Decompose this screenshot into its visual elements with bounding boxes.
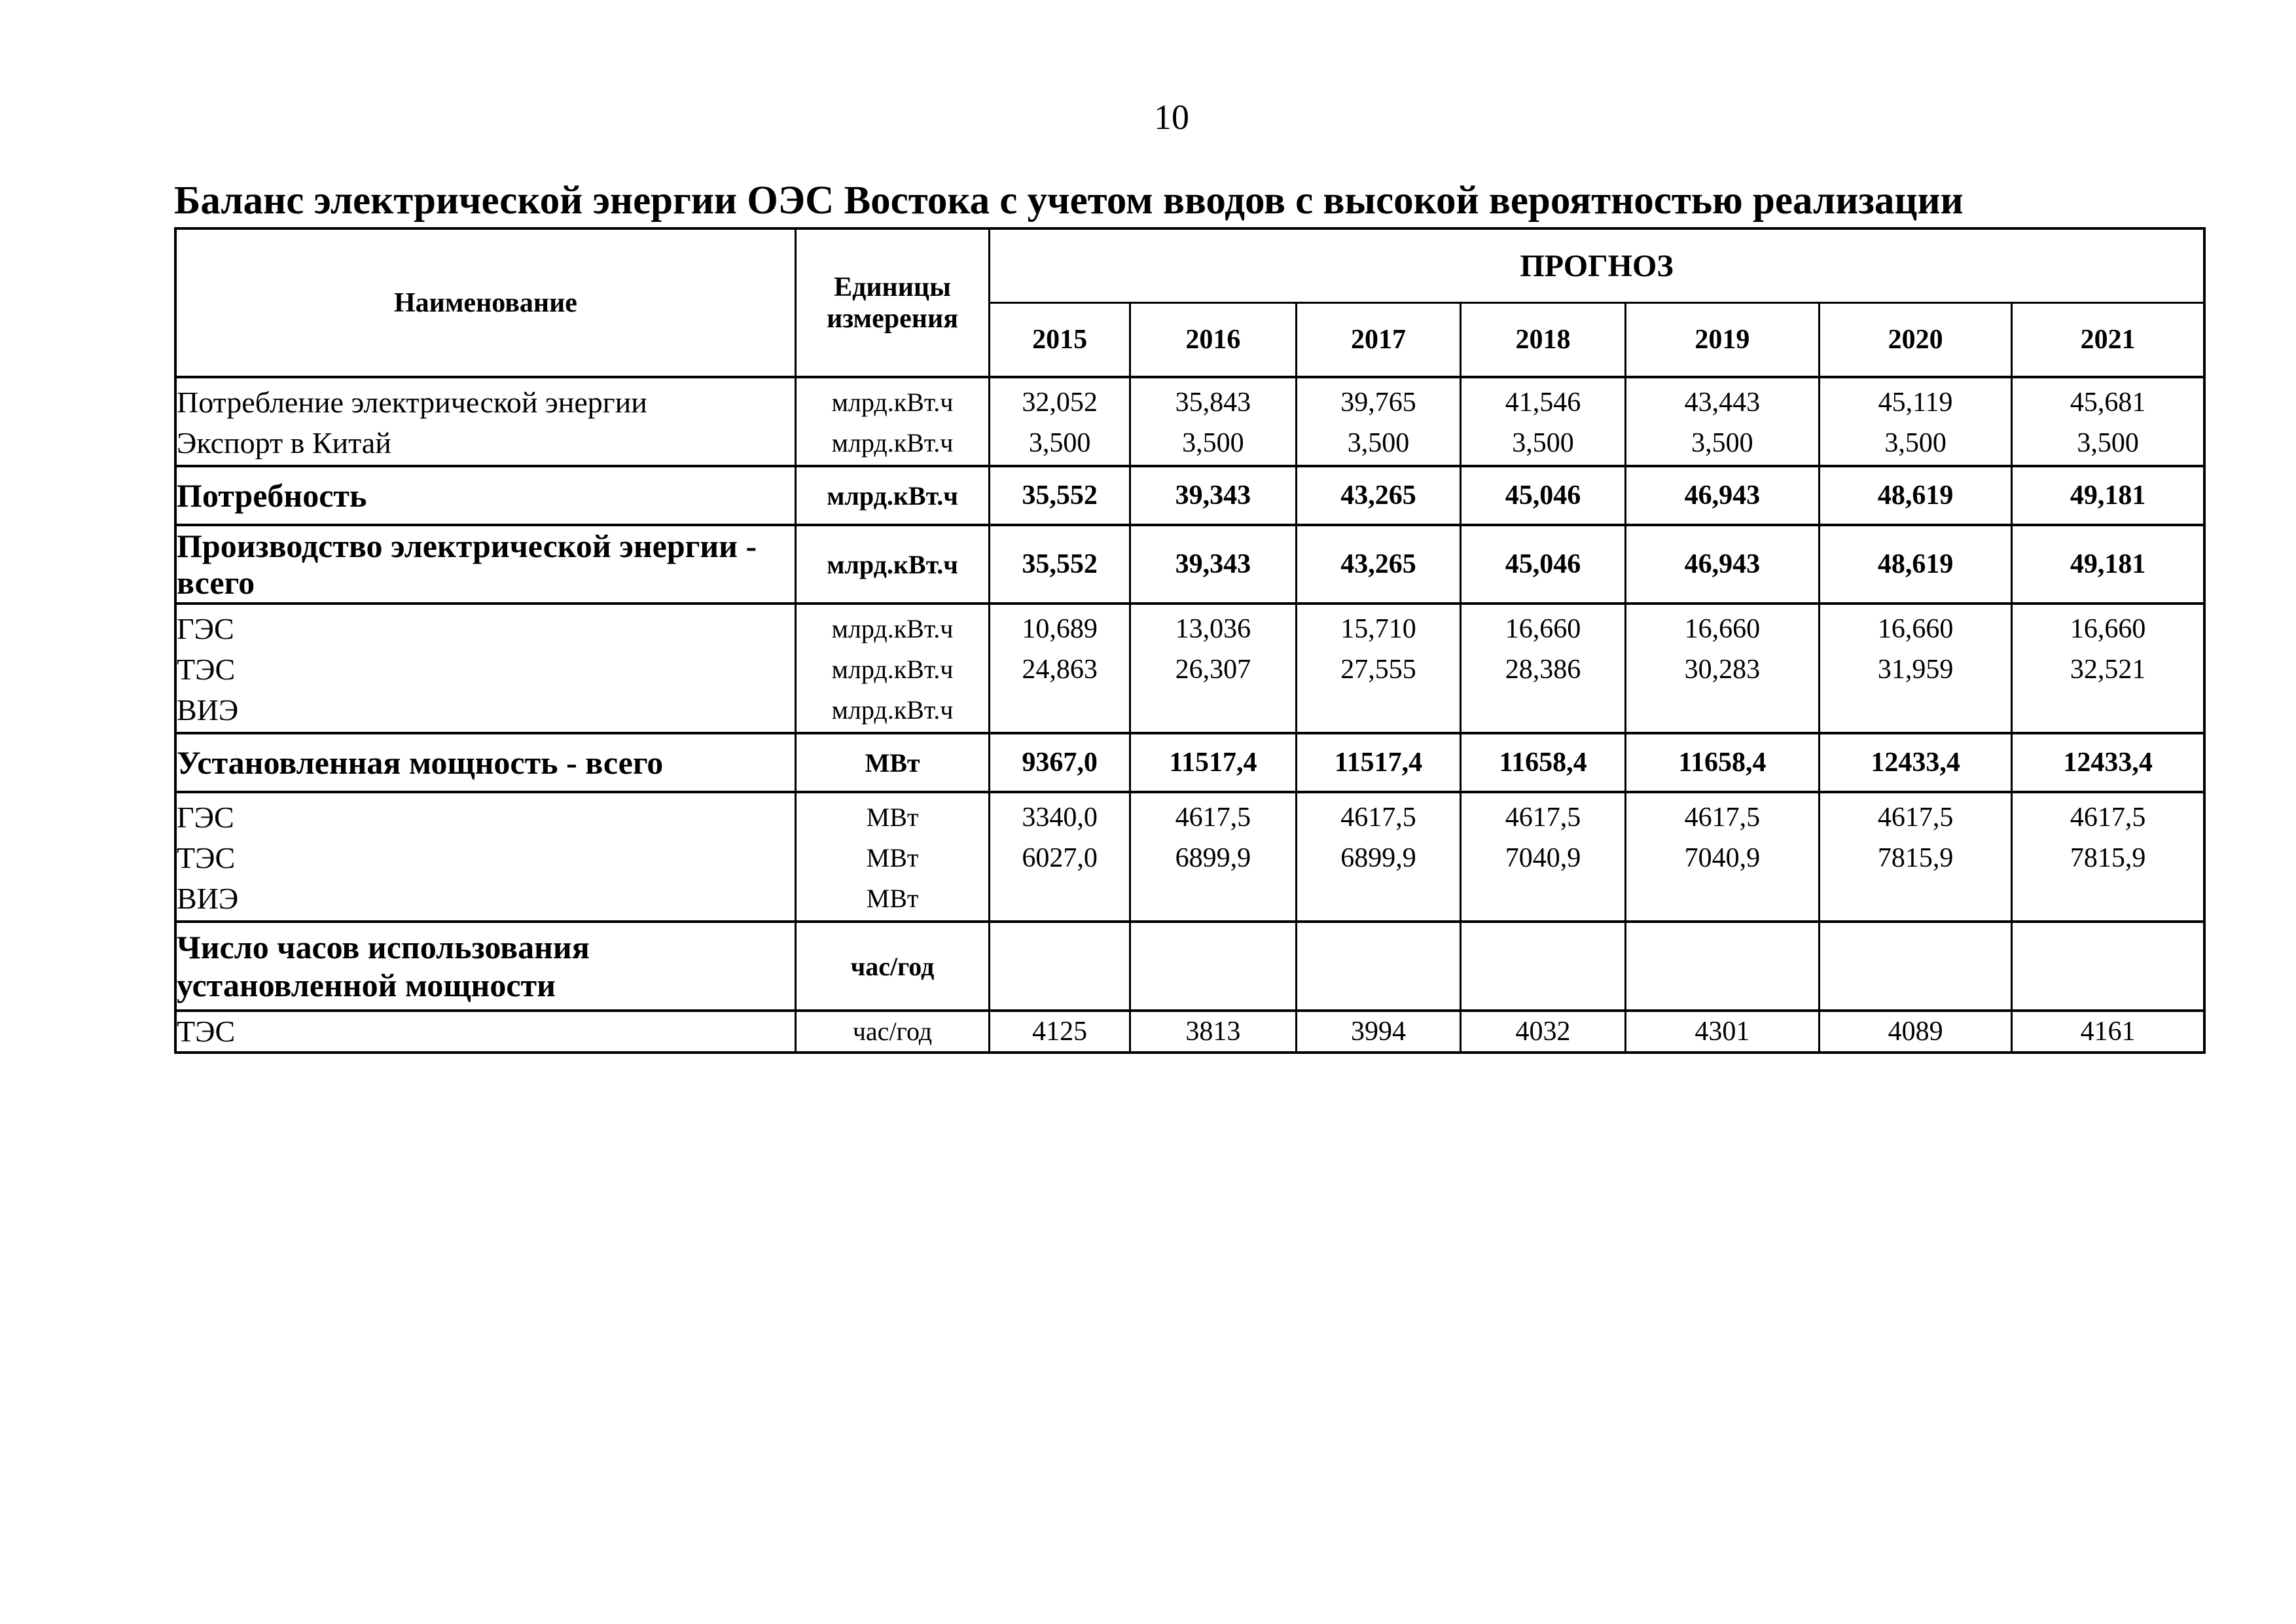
row-unit: млрд.кВт.ч <box>795 466 989 525</box>
row-value: 4617,5 <box>1461 792 1626 839</box>
table-row <box>175 691 2204 733</box>
row-value: 3,500 <box>2012 424 2204 466</box>
row-value: 6027,0 <box>990 839 1130 880</box>
row-value <box>1820 691 2012 733</box>
row-value: 3813 <box>1130 1011 1297 1053</box>
row-unit: млрд.кВт.ч <box>795 651 989 691</box>
row-value: 48,619 <box>1820 466 2012 525</box>
row-unit: млрд.кВт.ч <box>795 604 989 651</box>
row-value: 28,386 <box>1461 651 1626 691</box>
row-value: 35,552 <box>990 466 1130 525</box>
row-unit: МВт <box>795 792 989 839</box>
row-value: 3994 <box>1296 1011 1461 1053</box>
row-value: 6899,9 <box>1130 839 1297 880</box>
row-value: 39,343 <box>1130 466 1297 525</box>
row-value: 13,036 <box>1130 604 1297 651</box>
row-value: 4032 <box>1461 1011 1626 1053</box>
row-value: 46,943 <box>1625 525 1819 604</box>
header-year: 2019 <box>1625 303 1819 378</box>
row-value <box>1296 691 1461 733</box>
row-value: 7040,9 <box>1461 839 1626 880</box>
row-name: ГЭС <box>175 604 795 651</box>
header-year: 2018 <box>1461 303 1626 378</box>
row-name: ТЭС <box>175 1011 795 1053</box>
row-value <box>990 922 1130 1011</box>
row-value: 3340,0 <box>990 792 1130 839</box>
row-value <box>1461 691 1626 733</box>
row-value: 16,660 <box>1625 604 1819 651</box>
row-value: 12433,4 <box>1820 733 2012 792</box>
row-value: 27,555 <box>1296 651 1461 691</box>
row-value <box>1461 922 1626 1011</box>
row-name: ТЭС <box>175 839 795 880</box>
table-row <box>175 525 2204 604</box>
row-unit: час/год <box>795 922 989 1011</box>
row-value: 9367,0 <box>990 733 1130 792</box>
row-name: Потребление электрической энергии <box>175 377 795 424</box>
row-value: 45,681 <box>2012 377 2204 424</box>
row-value: 11517,4 <box>1130 733 1297 792</box>
row-value <box>1130 922 1297 1011</box>
row-value <box>1296 922 1461 1011</box>
table-row <box>175 880 2204 922</box>
energy-balance-table <box>174 227 2206 1054</box>
row-value: 4617,5 <box>1130 792 1297 839</box>
row-value: 3,500 <box>1461 424 1626 466</box>
row-value: 11658,4 <box>1625 733 1819 792</box>
row-value: 3,500 <box>1296 424 1461 466</box>
row-value: 31,959 <box>1820 651 2012 691</box>
row-value <box>1625 922 1819 1011</box>
row-value: 7040,9 <box>1625 839 1819 880</box>
row-unit: млрд.кВт.ч <box>795 377 989 424</box>
row-value: 49,181 <box>2012 466 2204 525</box>
row-value: 16,660 <box>2012 604 2204 651</box>
row-value: 12433,4 <box>2012 733 2204 792</box>
row-value <box>1820 880 2012 922</box>
row-value: 3,500 <box>990 424 1130 466</box>
row-value <box>990 691 1130 733</box>
row-value <box>990 880 1130 922</box>
header-unit: Единицы измерения <box>795 228 989 377</box>
row-value: 4617,5 <box>1820 792 2012 839</box>
page-number: 10 <box>1154 98 1189 137</box>
row-name: Установленная мощность - всего <box>175 733 795 792</box>
row-unit: МВт <box>795 839 989 880</box>
header-year: 2016 <box>1130 303 1297 378</box>
row-value: 45,119 <box>1820 377 2012 424</box>
row-value <box>2012 880 2204 922</box>
row-value: 45,046 <box>1461 525 1626 604</box>
table-row <box>175 1011 2204 1053</box>
row-value: 7815,9 <box>1820 839 2012 880</box>
row-value <box>2012 922 2204 1011</box>
document-title: Баланс электрической энергии ОЭС Востока с учетом вводов с высокой вероятностью реализации <box>174 179 1964 223</box>
row-value <box>1130 691 1297 733</box>
row-value: 4617,5 <box>1296 792 1461 839</box>
table-row <box>175 466 2204 525</box>
row-name: Производство электрической энергии - всего <box>175 525 795 604</box>
row-value: 35,552 <box>990 525 1130 604</box>
row-name: ВИЭ <box>175 880 795 922</box>
row-value: 43,443 <box>1625 377 1819 424</box>
row-name: Потребность <box>175 466 795 525</box>
row-value: 43,265 <box>1296 525 1461 604</box>
row-unit: МВт <box>795 733 989 792</box>
row-name: Число часов использования установленной мощности <box>175 922 795 1011</box>
row-value: 3,500 <box>1130 424 1297 466</box>
row-name: ГЭС <box>175 792 795 839</box>
row-value: 4301 <box>1625 1011 1819 1053</box>
table-row <box>175 792 2204 839</box>
row-value <box>1625 691 1819 733</box>
row-name: ВИЭ <box>175 691 795 733</box>
header-year: 2021 <box>2012 303 2204 378</box>
row-value: 43,265 <box>1296 466 1461 525</box>
row-value: 7815,9 <box>2012 839 2204 880</box>
row-value: 3,500 <box>1820 424 2012 466</box>
row-value <box>1820 922 2012 1011</box>
row-value: 16,660 <box>1461 604 1626 651</box>
table-row <box>175 839 2204 880</box>
table-row <box>175 604 2204 651</box>
row-value: 4617,5 <box>2012 792 2204 839</box>
row-unit: млрд.кВт.ч <box>795 525 989 604</box>
row-value <box>1296 880 1461 922</box>
table-row <box>175 922 2204 1011</box>
table-row <box>175 733 2204 792</box>
row-value: 32,052 <box>990 377 1130 424</box>
row-value: 4161 <box>2012 1011 2204 1053</box>
header-name: Наименование <box>175 228 795 377</box>
row-value <box>1130 880 1297 922</box>
row-value: 24,863 <box>990 651 1130 691</box>
row-value: 3,500 <box>1625 424 1819 466</box>
header-forecast: ПРОГНОЗ <box>990 228 2204 303</box>
row-value: 10,689 <box>990 604 1130 651</box>
row-value: 11517,4 <box>1296 733 1461 792</box>
row-value: 4089 <box>1820 1011 2012 1053</box>
row-value <box>1461 880 1626 922</box>
row-value: 4125 <box>990 1011 1130 1053</box>
row-unit: час/год <box>795 1011 989 1053</box>
row-value: 4617,5 <box>1625 792 1819 839</box>
row-value: 49,181 <box>2012 525 2204 604</box>
row-value: 35,843 <box>1130 377 1297 424</box>
row-value: 15,710 <box>1296 604 1461 651</box>
row-value: 30,283 <box>1625 651 1819 691</box>
row-value: 48,619 <box>1820 525 2012 604</box>
row-value: 26,307 <box>1130 651 1297 691</box>
header-year: 2015 <box>990 303 1130 378</box>
row-value: 45,046 <box>1461 466 1626 525</box>
row-value: 41,546 <box>1461 377 1626 424</box>
row-name: ТЭС <box>175 651 795 691</box>
row-value <box>1625 880 1819 922</box>
header-year: 2020 <box>1820 303 2012 378</box>
row-value: 46,943 <box>1625 466 1819 525</box>
row-name: Экспорт в Китай <box>175 424 795 466</box>
header-year: 2017 <box>1296 303 1461 378</box>
row-unit: МВт <box>795 880 989 922</box>
row-value: 11658,4 <box>1461 733 1626 792</box>
table-row <box>175 377 2204 424</box>
row-value: 16,660 <box>1820 604 2012 651</box>
row-value: 32,521 <box>2012 651 2204 691</box>
row-unit: млрд.кВт.ч <box>795 691 989 733</box>
row-value: 39,765 <box>1296 377 1461 424</box>
table-row <box>175 651 2204 691</box>
row-unit: млрд.кВт.ч <box>795 424 989 466</box>
row-value <box>2012 691 2204 733</box>
row-value: 6899,9 <box>1296 839 1461 880</box>
row-value: 39,343 <box>1130 525 1297 604</box>
table-row <box>175 424 2204 466</box>
